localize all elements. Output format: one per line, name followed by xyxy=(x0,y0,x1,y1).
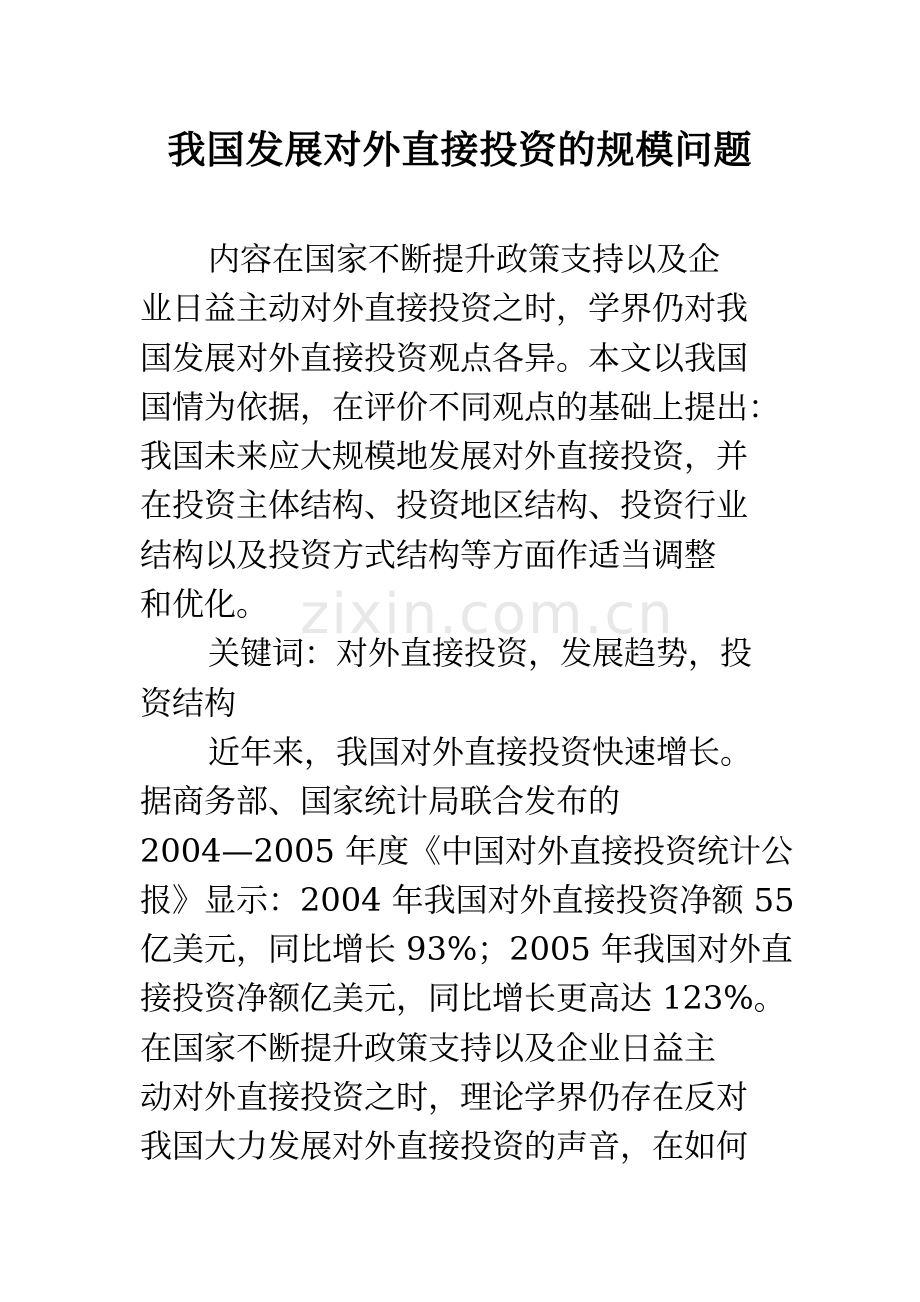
paragraph-line: 动对外直接投资之时，理论学界仍存在反对 xyxy=(140,1078,749,1117)
abstract-line: 结构以及投资方式结构等方面作适当调整 xyxy=(140,535,717,574)
watermark: zixin.com.cn xyxy=(300,582,675,647)
abstract-line: 国发展对外直接投资观点各异。本文以我国 xyxy=(140,338,749,377)
document-body xyxy=(140,235,820,1172)
paragraph-line: 报》显示：2004 年我国对外直接投资净额 55 xyxy=(140,880,795,919)
abstract-line: 在投资主体结构、投资地区结构、投资行业 xyxy=(140,486,749,525)
abstract-line: 我国未来应大规模地发展对外直接投资，并 xyxy=(140,437,749,476)
paragraph-line: 接投资净额亿美元，同比增长更高达 123%。 xyxy=(140,979,786,1018)
abstract-line: 和优化。 xyxy=(140,585,269,624)
abstract-line: 业日益主动对外直接投资之时，学界仍对我 xyxy=(140,289,749,328)
abstract-line: 内容在国家不断提升政策支持以及企 xyxy=(208,240,721,278)
paragraph-line: 据商务部、国家统计局联合发布的 xyxy=(140,782,621,821)
paragraph-line: 近年来，我国对外直接投资快速增长。 xyxy=(208,732,753,771)
keywords-line: 资结构 xyxy=(140,683,237,722)
paragraph-line: 亿美元，同比增长 93%；2005 年我国对外直 xyxy=(140,930,793,969)
paragraph-line: 2004—2005 年度《中国对外直接投资统计公 xyxy=(140,831,794,870)
paragraph-line: 在国家不断提升政策支持以及企业日益主 xyxy=(140,1028,717,1067)
paragraph-line: 我国大力发展对外直接投资的声音，在如何 xyxy=(140,1127,749,1166)
abstract-line: 国情为依据，在评价不同观点的基础上提出： xyxy=(140,387,781,426)
keywords-line: 关键词：对外直接投资，发展趋势，投 xyxy=(208,634,753,673)
document-title: 我国发展对外直接投资的规模问题 xyxy=(167,127,753,172)
